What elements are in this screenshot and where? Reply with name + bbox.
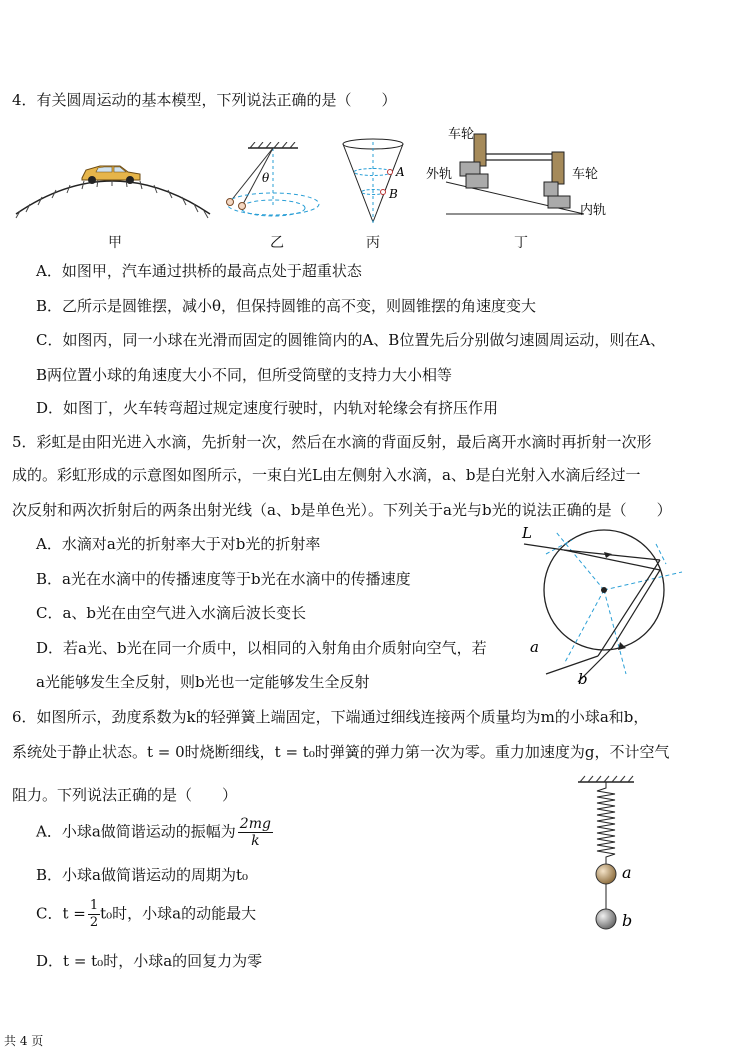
- ray-a-label: a: [530, 638, 539, 656]
- q5-stem-line3: 次反射和两次折射后的两条出射光线（a、b是单色光）。下列关于a光与b光的说法正确的是（ ）: [12, 501, 672, 519]
- label-B: B: [389, 187, 398, 201]
- theta-label: θ: [262, 171, 270, 185]
- q4-option-b: B．乙所示是圆锥摆，减小θ，但保持圆锥的高不变，则圆锥摆的角速度变大: [36, 297, 537, 315]
- q5-stem-line2: 成的。彩虹形成的示意图如图所示，一束白光L由左侧射入水滴，a、b是白光射入水滴后经过一: [12, 466, 641, 484]
- page-footer: 共 4 页: [4, 1034, 44, 1048]
- q4-option-c-cont: B两位置小球的角速度大小不同，但所受筒壁的支持力大小相等: [36, 366, 453, 384]
- q4-stem: 4．有关圆周运动的基本模型，下列说法正确的是（ ）: [12, 91, 397, 109]
- q4-option-a: A．如图甲，汽车通过拱桥的最高点处于超重状态: [36, 262, 362, 280]
- ball-b: [596, 909, 616, 929]
- q6-stem-line2: 系统处于静止状态。t = 0时烧断细线，t = t₀时弹簧的弹力第一次为零。重力加速度为g，不计空气: [12, 743, 670, 761]
- ray-L-label: L: [522, 524, 532, 542]
- q6-option-c-suffix: t₀时，小球a的动能最大: [100, 904, 257, 923]
- q6-option-c: [36, 898, 256, 931]
- label-inner-rail: 内轨: [580, 203, 607, 218]
- figure-water-droplet: [516, 524, 694, 688]
- figure-yi-conical-pendulum: [218, 142, 328, 224]
- q5-option-c: C．a、b光在由空气进入水滴后波长变长: [36, 604, 307, 622]
- caption-jia: 甲: [108, 235, 122, 251]
- spring-icon: [597, 782, 615, 864]
- ball-a-label: a: [622, 863, 632, 882]
- caption-bing: 丙: [366, 235, 380, 251]
- q6-option-a: [36, 816, 273, 849]
- ball-a: [596, 864, 616, 884]
- q6-option-d: D．t = t₀时，小球a的回复力为零: [36, 952, 263, 970]
- q5-option-d-cont: a光能够发生全反射，则b光也一定能够发生全反射: [36, 673, 370, 691]
- q6-option-a-text: A．小球a做简谐运动的振幅为: [36, 822, 236, 841]
- label-A: A: [396, 165, 405, 179]
- q5-option-b: B．a光在水滴中的传播速度等于b光在水滴中的传播速度: [36, 570, 411, 588]
- figure-bing-cone: [336, 136, 416, 228]
- q6-option-c-fraction: $\frac{1}{2}$: [89, 898, 99, 930]
- ray-b-label: b: [578, 670, 588, 688]
- q6-option-b: B．小球a做简谐运动的周期为t₀: [36, 866, 249, 884]
- q4-option-d: D．如图丁，火车转弯超过规定速度行驶时，内轨对轮缘会有挤压作用: [36, 399, 499, 417]
- q6-stem-line3: 阻力。下列说法正确的是（ ）: [12, 786, 238, 804]
- figure-ding-train-wheels: [424, 124, 624, 222]
- caption-yi: 乙: [270, 235, 284, 251]
- q5-option-d: D．若a光、b光在同一介质中，以相同的入射角由介质射向空气，若: [36, 639, 487, 657]
- figure-jia-car-bridge: [12, 150, 212, 222]
- label-outer-rail: 外轨: [426, 167, 453, 182]
- ball-b-label: b: [622, 911, 633, 930]
- label-wheel-top: 车轮: [448, 127, 475, 142]
- q6-option-c-prefix: C．t =: [36, 904, 86, 923]
- q5-stem-line1: 5．彩虹是由阳光进入水滴，先折射一次，然后在水滴的背面反射，最后离开水滴时再折射一次形: [12, 433, 652, 451]
- label-wheel-right: 车轮: [572, 167, 599, 182]
- caption-ding: 丁: [514, 235, 528, 251]
- q5-option-a: A．水滴对a光的折射率大于对b光的折射率: [36, 535, 321, 553]
- figure-spring-balls: [570, 774, 642, 936]
- q6-stem-line1: 6．如图所示，劲度系数为k的轻弹簧上端固定，下端通过细线连接两个质量均为m的小球a和b，: [12, 708, 649, 726]
- q6-option-a-fraction: $\frac{2mg}{k}$: [239, 816, 271, 849]
- q4-option-c: C．如图丙，同一小球在光滑而固定的圆锥筒内的A、B位置先后分别做匀速圆周运动，则在A、: [36, 331, 666, 349]
